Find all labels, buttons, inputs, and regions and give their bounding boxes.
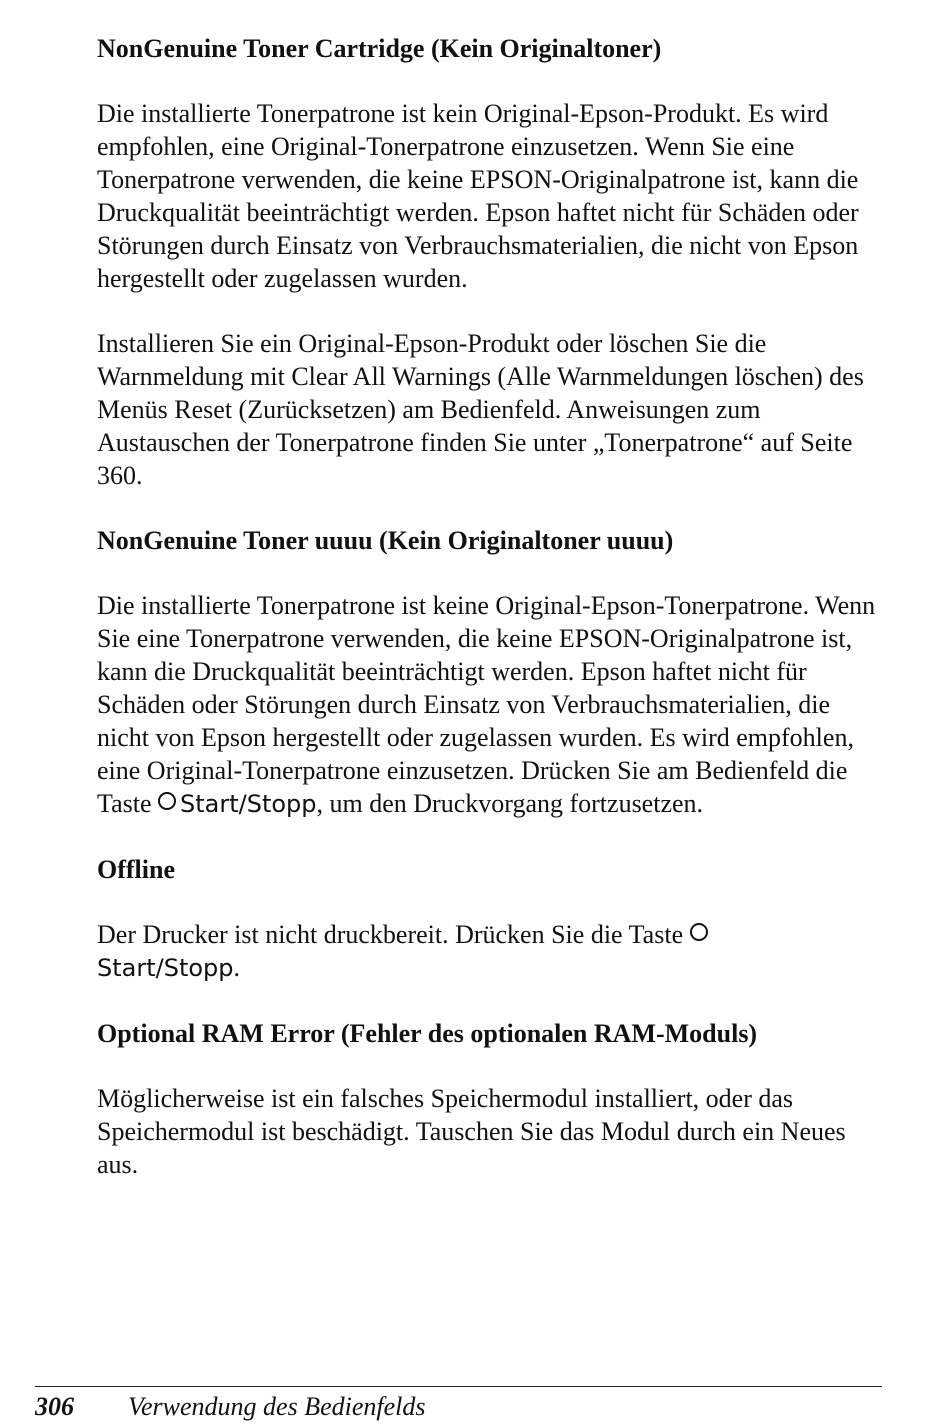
section-heading-optional-ram-error: Optional RAM Error (Fehler des optionalen RAM-Moduls) (97, 1019, 758, 1048)
paragraph (97, 918, 887, 985)
key-label-start-stop: Start/Stopp (180, 790, 317, 818)
paragraph-text: Die installierte Tonerpatrone ist keine Original-Epson-Tonerpatrone. Wenn Sie eine Tonerpatrone verwenden, die keine EPSON-Originalpatrone ist, kann die Druckqualität beeinträchtigt werden. Epson haftet nicht für Schäden oder Störungen durch Einsatz von Verbrauchsmaterialien, die nicht von Epson hergestellt oder zugelassen wurden. Es wird empfohlen, eine Original-Tonerpatrone einzusetzen. Drücken Sie am Bedienfeld die Taste (97, 591, 876, 818)
start-stop-button-icon (158, 792, 176, 810)
start-stop-button-icon (690, 923, 708, 941)
paragraph: Möglicherweise ist ein falsches Speichermodul installiert, oder das Speichermodul ist beschädigt. Tauschen Sie das Modul durch ein Neues aus. (97, 1084, 846, 1179)
page-content (97, 32, 887, 1213)
section-heading-nongenuine-cartridge: NonGenuine Toner Cartridge (Kein Originaltoner) (97, 34, 662, 63)
paragraph-text: Der Drucker ist nicht druckbereit. Drücken Sie die Taste (97, 920, 684, 949)
paragraph-text: , um den Druckvorgang fortzusetzen. (316, 789, 704, 818)
key-label-start-stop: Start/Stopp (97, 954, 234, 982)
paragraph: Die installierte Tonerpatrone ist kein Original-Epson-Produkt. Es wird empfohlen, eine Original-Tonerpatrone einzusetzen. Wenn Sie eine Tonerpatrone verwenden, die keine EPSON-Originalpatrone ist, kann die Druckqualität beeinträchtigt werden. Epson haftet nicht für Schäden oder Störungen durch Einsatz von Verbrauchsmaterialien, die nicht von Epson hergestellt oder zugelassen wurden. (97, 99, 859, 293)
section-heading-nongenuine-toner-uuuu: NonGenuine Toner uuuu (Kein Originaltoner uuuu) (97, 526, 674, 555)
paragraph: Installieren Sie ein Original-Epson-Produkt oder löschen Sie die Warnmeldung mit Clear All Warnings (Alle Warnmeldungen löschen) des Menüs Reset (Zurücksetzen) am Bedienfeld. Anweisungen zum Austauschen der Tonerpatrone finden Sie unter „Tonerpatrone“ auf Seite 360. (97, 329, 864, 490)
page-footer (35, 1390, 426, 1424)
footer-divider (35, 1386, 882, 1387)
section-heading-offline: Offline (97, 855, 175, 884)
paragraph-text: . (233, 953, 241, 982)
paragraph (97, 589, 887, 821)
page-number: 306 (35, 1392, 74, 1421)
chapter-title: Verwendung des Bedienfelds (128, 1392, 426, 1421)
